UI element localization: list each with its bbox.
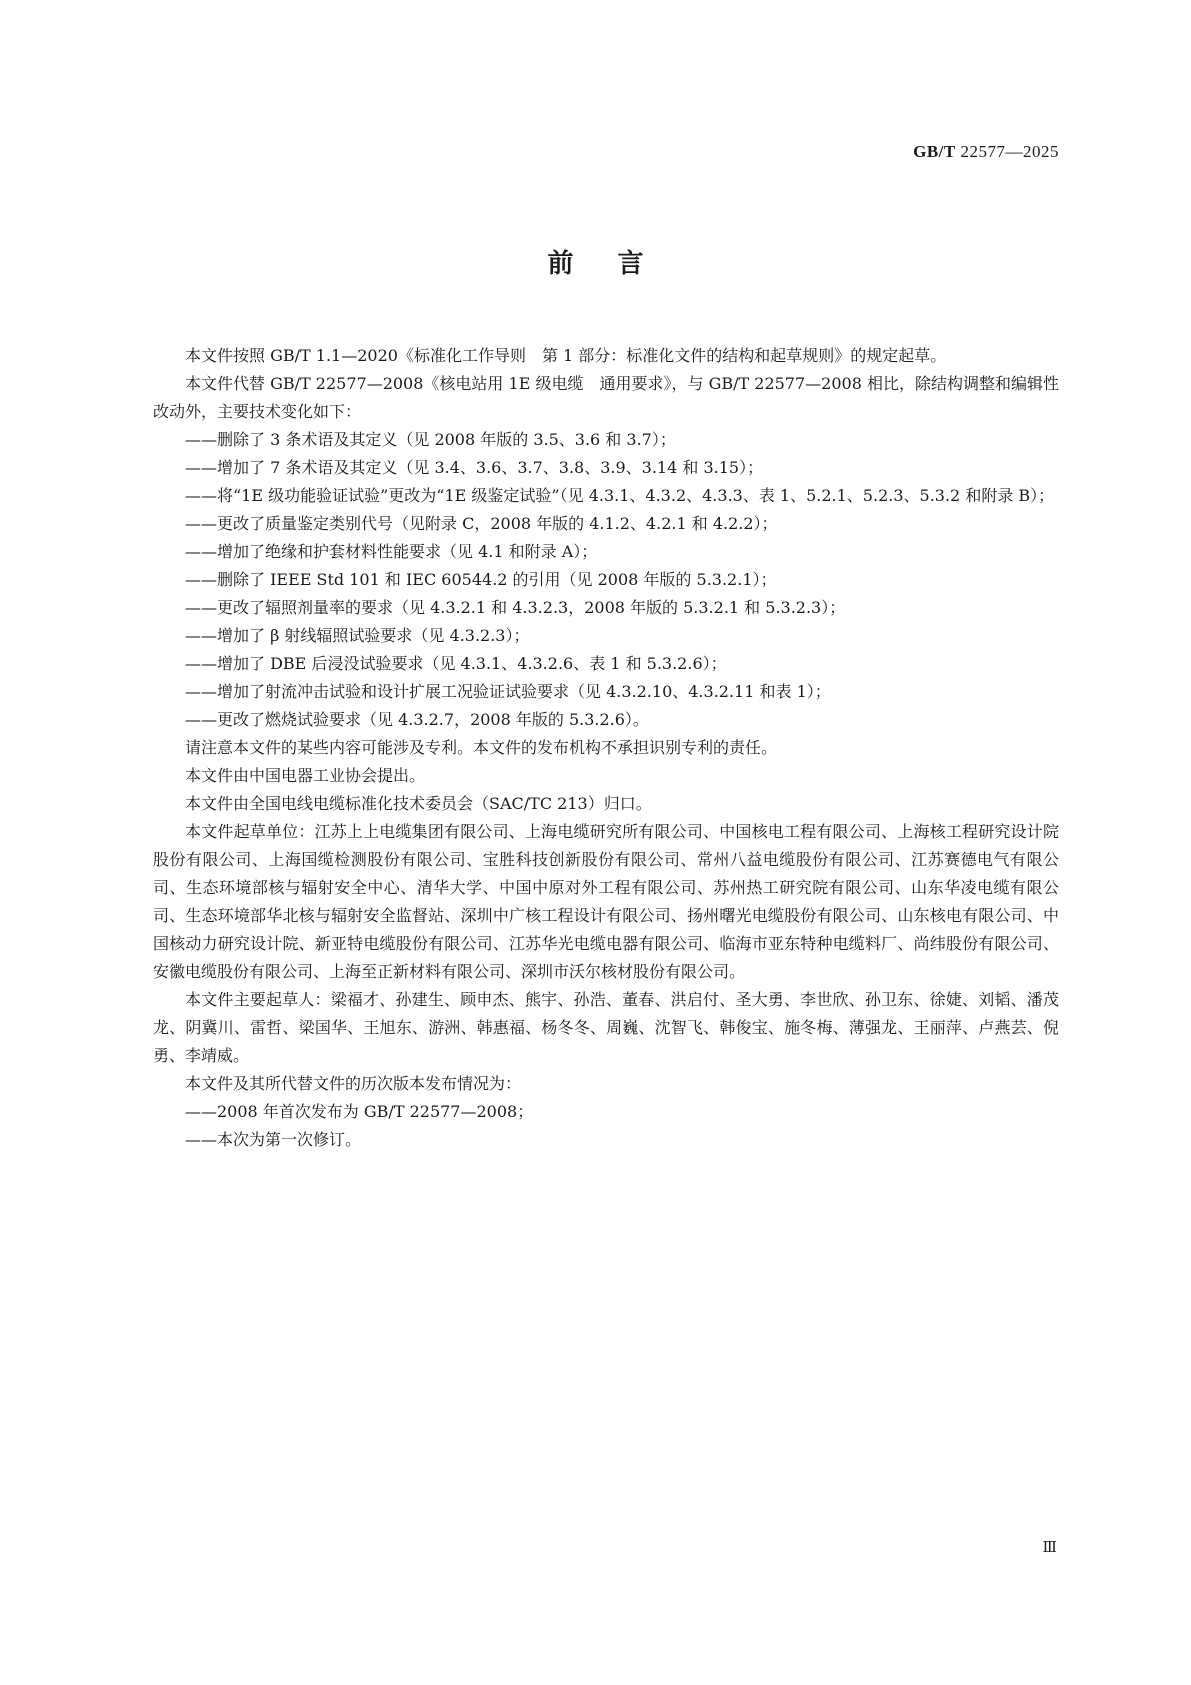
list-item: ——增加了 β 射线辐照试验要求（见 4.3.2.3）； bbox=[185, 626, 530, 645]
standard-code bbox=[913, 142, 1059, 162]
history-item: ——本次为第一次修订。 bbox=[185, 1130, 362, 1149]
list-item: ——增加了绝缘和护套材料性能要求（见 4.1 和附录 A）； bbox=[185, 542, 598, 561]
list-item: ——删除了 IEEE Std 101 和 IEC 60544.2 的引用（见 2008 年版的 5.3.2.1）； bbox=[185, 570, 777, 589]
list-item: ——更改了燃烧试验要求（见 4.3.2.7，2008 年版的 5.3.2.6）。 bbox=[185, 710, 649, 729]
list-item: ——增加了 7 条术语及其定义（见 3.4、3.6、3.7、3.8、3.9、3.14 和 3.15）； bbox=[185, 458, 764, 477]
foreword-body bbox=[153, 342, 1059, 1154]
paragraph-replacement: 本文件代替 GB/T 22577—2008《核电站用 1E 级电缆 通用要求》，与 GB/T 22577—2008 相比，除结构调整和编辑性改动外，主要技术变化如下： bbox=[153, 374, 1059, 421]
list-item: ——更改了质量鉴定类别代号（见附录 C，2008 年版的 4.1.2、4.2.1 和 4.2.2）； bbox=[185, 514, 778, 533]
paragraph-committee: 本文件由全国电线电缆标准化技术委员会（SAC/TC 213）归口。 bbox=[185, 794, 652, 813]
paragraph-patent-notice: 请注意本文件的某些内容可能涉及专利。本文件的发布机构不承担识别专利的责任。 bbox=[185, 738, 778, 757]
paragraph-drafters: 本文件主要起草人：梁福才、孙建生、顾申杰、熊宇、孙浩、董春、洪启付、圣大勇、李世欣、孙卫东、徐婕、刘韬、潘茂龙、阴冀川、雷哲、梁国华、王旭东、游洲、韩惠福、杨冬冬、周巍、沈智飞、韩俊宝、施冬梅、薄强龙、王丽萍、卢燕芸、倪勇、李靖威。 bbox=[153, 990, 1059, 1065]
list-item: ——删除了 3 条术语及其定义（见 2008 年版的 3.5、3.6 和 3.7）； bbox=[185, 430, 676, 449]
paragraph-drafting-units: 本文件起草单位：江苏上上电缆集团有限公司、上海电缆研究所有限公司、中国核电工程有限公司、上海核工程研究设计院股份有限公司、上海国缆检测股份有限公司、宝胜科技创新股份有限公司、常州八益电缆股份有限公司、江苏赛德电气有限公司、生态环境部核与辐射安全中心、清华大学、中国中原对外工程有限公司、苏州热工研究院有限公司、山东华凌电缆有限公司、生态环境部华北核与辐射安全监督站、深圳中广核工程设计有限公司、扬州曙光电缆股份有限公司、山东核电有限公司、中国核动力研究设计院、新亚特电缆股份有限公司、江苏华光电缆电器有限公司、临海市亚东特种电缆料厂、尚纬股份有限公司、安徽电缆股份有限公司、上海至正新材料有限公司、深圳市沃尔核材股份有限公司。 bbox=[153, 822, 1059, 981]
page-number: Ⅲ bbox=[1042, 1540, 1057, 1556]
standard-prefix: GB/T bbox=[913, 142, 956, 161]
paragraph-drafting-rules: 本文件按照 GB/T 1.1—2020《标准化工作导则 第 1 部分：标准化文件的结构和起草规则》的规定起草。 bbox=[185, 346, 947, 365]
paragraph-proposer: 本文件由中国电器工业协会提出。 bbox=[185, 766, 426, 785]
list-item: ——增加了 DBE 后浸没试验要求（见 4.3.1、4.3.2.6、表 1 和 5.3.2.6）； bbox=[185, 654, 727, 673]
standard-number: 22577—2025 bbox=[960, 142, 1059, 161]
paragraph-history-intro: 本文件及其所代替文件的历次版本发布情况为： bbox=[185, 1074, 522, 1093]
history-item: ——2008 年首次发布为 GB/T 22577—2008； bbox=[185, 1102, 534, 1121]
list-item: ——更改了辐照剂量率的要求（见 4.3.2.1 和 4.3.2.3，2008 年版的 5.3.2.1 和 5.3.2.3）； bbox=[185, 598, 846, 617]
list-item: ——增加了射流冲击试验和设计扩展工况验证试验要求（见 4.3.2.10、4.3.2.11 和表 1）； bbox=[185, 682, 831, 701]
page-title: 前言 bbox=[547, 249, 688, 279]
list-item: ——将“1E 级功能验证试验”更改为“1E 级鉴定试验”（见 4.3.1、4.3.2、4.3.3、表 1、5.2.1、5.2.3、5.3.2 和附录 B）； bbox=[185, 486, 1055, 505]
